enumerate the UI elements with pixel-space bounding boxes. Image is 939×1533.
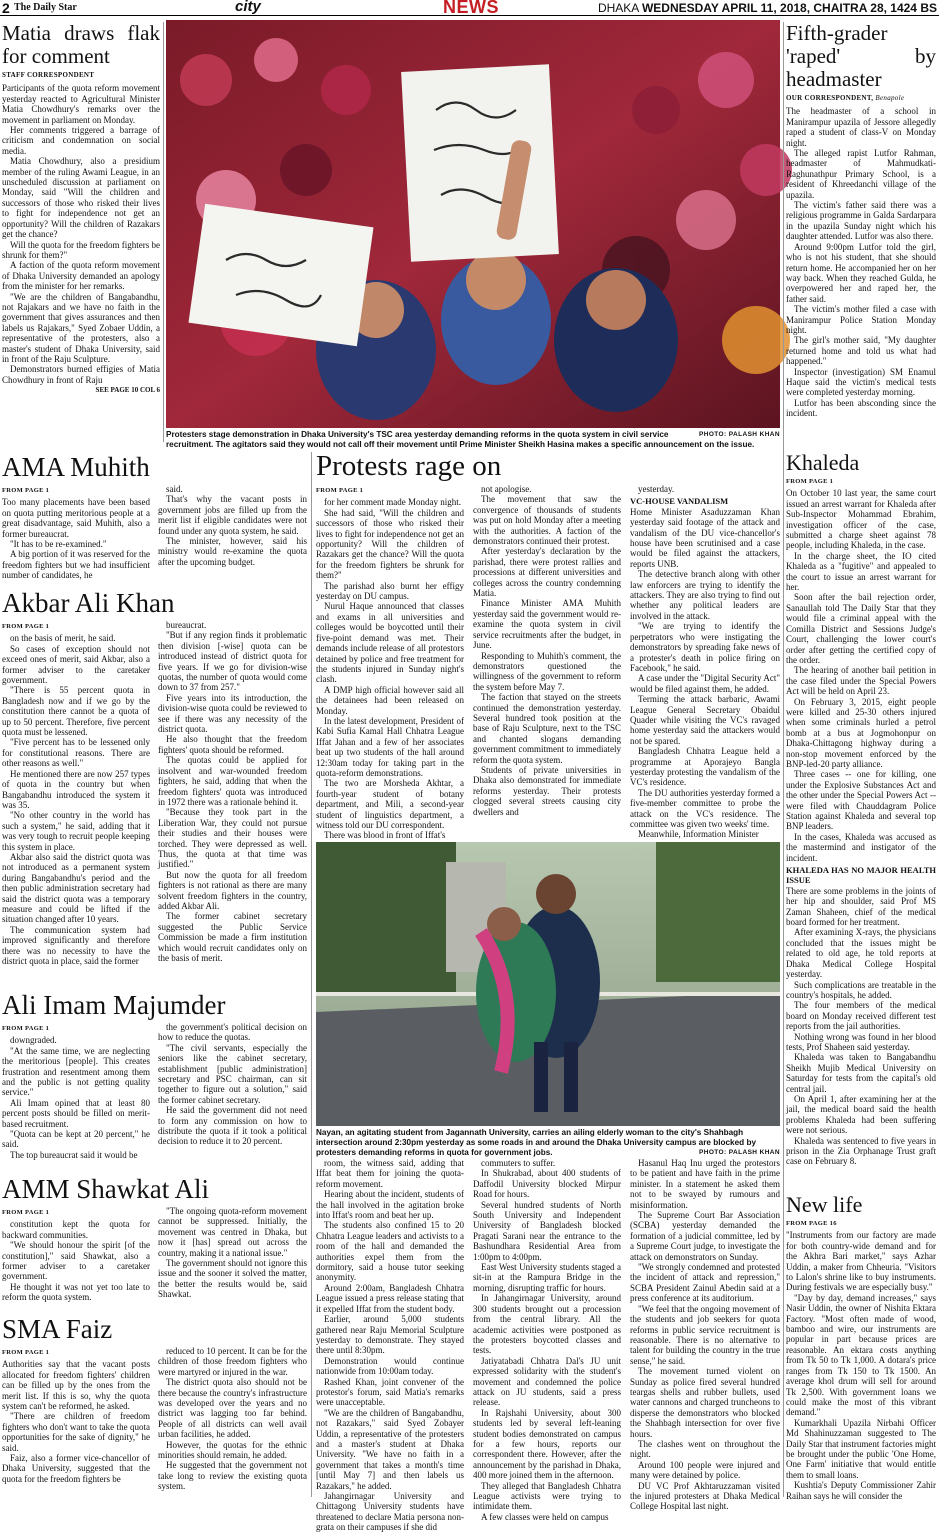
paragraph: Akbar also said the district quota was not introduced as a permanent system during Bangabandhu's period and the then public administration secretary had said the district quota was a temporary measure and could be lifted if the situation changed after 10 years. bbox=[2, 851, 150, 925]
paragraph: The victim's father said there was a religious programme in Galda Sardarpara in the upazila Sunday night which his daughter attended. Lutfor was also there. bbox=[786, 200, 936, 242]
paragraph: Terming the attack barbaric, Awami League General Secretary Obaidul Quader while visiting the VC's ravaged home yesterday said the attackers would not be spared. bbox=[630, 694, 780, 746]
article-shawkat bbox=[2, 1174, 307, 1310]
paragraph: Home Minister Asaduzzaman Khan yesterday said footage of the attack and vandalism of the DU vice-chancellor's house have been scrutinised and a case would be filed against the attackers, reports UNB. bbox=[630, 506, 780, 569]
paragraph: The girl's mother said, "My daughter returned home and told us what had happened." bbox=[786, 335, 936, 367]
paragraph: on the basis of merit, he said. bbox=[10, 633, 116, 644]
akbar-col-2 bbox=[158, 620, 307, 988]
from-page-imam: FROM PAGE 1 bbox=[2, 1025, 50, 1032]
paragraph: He said the government did not need to form any commission on how to distribute the quota if it took a political decision to reduce it to 20 percent. bbox=[158, 1105, 307, 1147]
article-imam bbox=[2, 990, 307, 1170]
caption-mid-photo bbox=[316, 1128, 780, 1158]
byline-fifth-name: OUR CORRESPONDENT, bbox=[786, 94, 874, 102]
paragraph: Her comments triggered a barrage of criticism and condemnation on social media. bbox=[2, 125, 160, 156]
dateline-date: WEDNESDAY APRIL 11, 2018, bbox=[641, 1, 811, 15]
khaleda-p2-paragraphs bbox=[786, 886, 936, 1167]
paragraph: Ali Imam opined that at least 80 percent posts should be filled on merit-based recruitment. bbox=[2, 1097, 150, 1129]
paragraph: "No other country in the world has such a system," he said, adding that it was very tough to recruit people keeping this system in place. bbox=[2, 810, 150, 852]
paragraph: That's why the vacant posts in government jobs are filled up from the merit list if eligible candidates were not found under any quota system, he said. bbox=[158, 494, 307, 536]
paragraph: The parishad also burnt her effigy yesterday on DU campus. bbox=[316, 580, 464, 602]
paragraph: Demonstrators burned effigies of Matia Chowdhury in front of Raju bbox=[2, 364, 160, 385]
paragraph: the government's political decision on how to reduce the quotas. bbox=[158, 1022, 307, 1043]
paragraph: Demonstration would continue nationwide from 10:00am today. bbox=[316, 1355, 464, 1377]
paragraph: "It has to be re-examined." bbox=[10, 539, 107, 550]
muhith-col-2 bbox=[158, 484, 307, 580]
paragraph: The former cabinet secretary suggested the Public Service Commission be made a firm institution which would recruit candidates only on the basis of merit. bbox=[158, 911, 307, 963]
from-page-faiz: FROM PAGE 1 bbox=[2, 1349, 50, 1356]
paragraph: "We feel that the ongoing movement of the students and job seekers for quota reforms in public service recruitment is reasonable. There is no alternative to talent for building the country in the true sense," he said. bbox=[630, 1303, 780, 1366]
paragraph: She had said, "Will the children and successors of those who risked their lives to fight for independence not get an opportunity? Will the children of Razakars get the chance? Will the quota for the freedom fighters be shrunk for them?" bbox=[316, 507, 464, 581]
paragraph: After yesterday's declaration by the parishad, there were protest rallies and processions at different universities and colleges across the country condemning Matia. bbox=[473, 546, 621, 599]
article-muhith bbox=[2, 452, 307, 580]
paragraph: Matia Chowdhury, also a presidium member of the ruling Awami League, in an unscheduled discussion at parliament on Monday, said "Will the children and successors of those who risked their lives to fight for independence not get an opportunity? Will the children of Razakars get the chance? bbox=[2, 156, 160, 240]
paragraph: East West University students staged a sit-in at the Rampura Bridge in the morning, disrupting traffic for hours. bbox=[473, 1262, 621, 1293]
matia-body-paragraphs bbox=[2, 83, 160, 385]
paragraph: The students also confined 15 to 20 Chhatra League leaders and activists to a room of the hall and demanded the authorities expel them from the dormitory, said a house tutor seeking anonymity. bbox=[316, 1220, 464, 1283]
paragraph: They alleged that Bangladesh Chhatra League activists were trying to intimidate them. bbox=[473, 1480, 621, 1512]
paragraph: In the charge sheet, the IO cited Khaleda as a "fugitive" and appealed to the court to issue an arrest warrant for her. bbox=[786, 550, 936, 593]
paragraph: Students of private universities in Dhaka also demonstrated for immediate reforms yesterday. Their protests clogged several streets causing city dwellers and bbox=[473, 764, 621, 817]
protests-c2-paragraphs bbox=[473, 484, 621, 817]
faiz-col-2 bbox=[158, 1346, 307, 1498]
akbar-col-1 bbox=[2, 620, 150, 988]
paragraph: not apologise. bbox=[481, 484, 532, 494]
paragraph: The communication system had improved significantly and therefore there was no necessity to have the district quota in place, said the former bbox=[2, 924, 150, 966]
paragraph: Faiz, also a former vice-chancellor of Dhaka University, suggested that the quota for the freedom fighters be bbox=[2, 1453, 150, 1484]
paragraph: said. bbox=[166, 484, 183, 494]
paragraph: Around 9:00pm Lutfor told the girl, who is not his student, that she should return home. He accompanied her on her way back. When they reached Gulda, he overpowered her and raped her, the father said. bbox=[786, 241, 936, 304]
headline-shawkat: AMM Shawkat Ali bbox=[2, 1174, 210, 1204]
paragraph: The quotas could be applied for insolvent and war-wounded freedom fighters, he said, adding that when the freedom fighters' quota was introduced in 1972 there was a rationale behind it. bbox=[158, 755, 307, 807]
paragraph: Jahangirnagar University and Chittagong University students have threatened to declare Matia persona non-grata on their campuses if she did bbox=[316, 1491, 464, 1533]
paragraph: The government should not ignore this issue and the sooner it solved the matter, the better the results would be, said Shawkat. bbox=[158, 1258, 307, 1300]
headline-imam: Ali Imam Majumder bbox=[2, 990, 226, 1020]
shawkat-col-1 bbox=[2, 1206, 150, 1310]
masthead-logo: The Daily Star bbox=[14, 2, 77, 13]
paragraph: The headmaster of a school in Manirampur upazila of Jessore allegedly raped a student of class-V on Monday night. bbox=[786, 106, 936, 148]
paragraph: A faction of the quota reform movement of Dhaka University demanded an apology from the minister for her remarks. bbox=[2, 260, 160, 292]
khaleda-p1-paragraphs bbox=[786, 488, 936, 863]
headline-faiz: SMA Faiz bbox=[2, 1314, 113, 1344]
paragraph: "The ongoing quota-reform movement cannot be suppressed. Initially, the movement was centred in Dhaka, but now it [has] spread out across the country, making it a national issue." bbox=[158, 1206, 307, 1258]
section-label-news: NEWS bbox=[443, 0, 499, 17]
paragraph: constitution kept the quota for backward communities. bbox=[2, 1219, 150, 1240]
headline-fifth-grader: Fifth-grader 'raped' by headmaster bbox=[786, 21, 936, 91]
from-page-akbar: FROM PAGE 1 bbox=[2, 623, 50, 630]
caption-top-photo-text: Protesters stage demonstration in Dhaka University's TSC area yesterday demanding reforms in the quota system in civil service recruitment. The agitators said they would not call off their movement until Prime Minister Sheikh Hasina makes a specific announcement on the issue. bbox=[166, 430, 755, 449]
article-akbar bbox=[2, 588, 307, 988]
paragraph: He also thought that the freedom fighters' quota should be reformed. bbox=[158, 734, 307, 755]
imam-c1-paragraphs bbox=[2, 1035, 150, 1160]
paragraph: In Shukrabad, about 400 students of Daffodil University blocked Mirpur Road for hours. bbox=[473, 1168, 621, 1200]
byline-matia: STAFF CORRESPONDENT bbox=[2, 71, 95, 79]
paragraph: Kumarkhali Upazila Nirbahi Officer Md Shahinuzzaman suggested to The Daily Star that instrument factories might be brought under the public 'One Home, One Farm' initiative that would entitle them to small loans. bbox=[786, 1417, 936, 1480]
paragraph: The district quota also should not be there because the country's infrastructure was developed over the years and no district was lagging too far behind. People of all districts can well avail urban facilities, he added. bbox=[158, 1377, 307, 1440]
subhead-khaleda-health: KHALEDA HAS NO MAJOR HEALTH ISSUE bbox=[786, 865, 936, 886]
paragraph: Too many placements have been based on quota putting meritorious people at a great disadvantage, said Muhith, also a former bureaucrat. bbox=[2, 497, 150, 539]
paragraph: In the latest development, President of Kabi Sufia Kamal Hall Chhatra League Iffat Jahan and a few of her associates beat up two students of the hall around 12:30am today for taking part in the quota-reform demonstrations. bbox=[316, 715, 464, 778]
paragraph: Soon after the bail rejection order, Sanaullah told The Daily Star that they would file a criminal appeal with the Comilla District and Sessions Judge's Court, challenging the lower court's order after getting the certified copy of the order. bbox=[786, 592, 936, 665]
paragraph: The faction that stayed on the streets continued the demonstration yesterday. Several hundred took position at the base of Raju Sculpture, next to the TSC and chanted slogans demanding government commitment to immediately reform the quota system. bbox=[473, 692, 621, 765]
paragraph: "Instruments from our factory are made for both country-wide demand and for the Akhra Bari market," says Azhar Uddin, a maker from Chheuria. "Visitors to Lalon's shrine like to buy instruments. During festivals we are especially busy." bbox=[786, 1230, 936, 1293]
photo-nayan-image bbox=[316, 842, 780, 1126]
paragraph: There are some problems in the joints of her hip and shoulder, said Prof MS Zaman Shaheen, chief of the medical board formed for her treatment. bbox=[786, 885, 936, 928]
paragraph: There was blood in front of Iffat's bbox=[324, 830, 446, 841]
imam-col-1 bbox=[2, 1022, 150, 1170]
paragraph: DU VC Prof Akhtaruzzaman visited the injured protesters at Dhaka Medical College Hospital last night. bbox=[630, 1480, 780, 1512]
headline-akbar: Akbar Ali Khan bbox=[2, 588, 175, 618]
article-new-life bbox=[786, 1192, 936, 1501]
caption-mid-photo-text: Nayan, an agitating student from Jagannath University, carries an ailing elderly woman to the city's Shahbagh intersection around 2:30pm yesterday as some roads in and around the Dhaka University campus are blocked by protesters demanding reforms in quota for government jobs. bbox=[316, 1128, 756, 1157]
muhith-col-1 bbox=[2, 484, 150, 580]
paragraph: He mentioned there are now 257 types of quota in the country but when Bangabandhu introduced the system it was 35. bbox=[2, 768, 150, 810]
paragraph: "Quota can be kept at 20 percent," he said. bbox=[2, 1129, 150, 1150]
paragraph: So cases of exception should not exceed ones of merit, said Akbar, also a former adviser to the caretaker government. bbox=[2, 643, 150, 686]
photo-credit-mid: PHOTO: PALASH KHAN bbox=[699, 1149, 780, 1156]
paragraph: "Because they took part in the Liberation War, they could not pursue their studies and their houses were torched. They were depressed as well. Thus, the quota at that time was justified." bbox=[158, 807, 307, 870]
paragraph: On April 1, after examining her at the jail, the medical board said the health problems Khaleda had been suffering were not serious. bbox=[786, 1093, 936, 1136]
dateline-bangla: CHAITRA 28, 1424 BS bbox=[813, 1, 937, 15]
protests-bottom-col-2 bbox=[473, 1158, 621, 1522]
paragraph: reduced to 10 percent. It can be for the children of those freedom fighters who were martyred or injured in the war. bbox=[158, 1346, 307, 1377]
paragraph: The victim's mother filed a case with Manirampur Police Station Monday night. bbox=[786, 304, 936, 335]
shawkat-col-2 bbox=[158, 1206, 307, 1310]
paragraph: The alleged rapist Lutfor Rahman, headmaster of Mahmudkati-Raghunathpur Primary School, is a resident of Khreedanchi village of the upazila. bbox=[786, 148, 936, 200]
paragraph: He suggested that the government not take long to review the existing quota system. bbox=[158, 1460, 307, 1492]
paragraph: downgraded. bbox=[10, 1035, 57, 1046]
paragraph: The movement that saw the convergence of thousands of students was put on hold Monday after a meeting with the authorities. A faction of the demonstrators continued their protest. bbox=[473, 494, 621, 547]
paragraph: Around 100 people were injured and many were detained by police. bbox=[630, 1459, 780, 1481]
paragraph: bureaucrat. bbox=[166, 620, 207, 630]
paragraph: He thought it was not yet too late to reform the quota system. bbox=[2, 1281, 150, 1303]
paragraph: Nurul Haque announced that classes and exams in all universities and colleges would be boycotted until their five-point demand was met. Their demands include release of all protestors detained by police and free treatment for the students injured in Sunday night's clash. bbox=[316, 601, 464, 685]
paragraph: The hearing of another bail petition in the case filed under the Special Powers Act will be held on April 23. bbox=[786, 665, 936, 697]
paragraph: Will the quota for the freedom fighters be shrunk for them?" bbox=[2, 239, 160, 260]
paragraph: The detective branch along with other law enforcers are trying to identify the attackers. They are also trying to find out whether any political leaders are involved in the attack. bbox=[630, 569, 780, 621]
paragraph: Around 2:00am, Bangladesh Chhatra League issued a press release stating that it expelled Iffat from the student body. bbox=[316, 1282, 464, 1314]
paragraph: In Rajshahi University, about 300 students led by several left-leaning student bodies demonstrated on campus for a few hours, reports our correspondent there. However, after the announcement by the parishad in Dhaka, 400 more joined them in the afternoon. bbox=[473, 1407, 621, 1481]
paragraph: The movement turned violent on Sunday as police fired several hundred teargas shells and rubber bullets, used water cannons and charged truncheons to disperse the demonstrators who blocked the Shahbagh intersection for over five hours. bbox=[630, 1366, 780, 1439]
paragraph: Finance Minister AMA Muhith yesterday said the government would re-examine the quota system in civil service recruitments after the budget, in June. bbox=[473, 598, 621, 651]
article-faiz bbox=[2, 1314, 307, 1498]
jump-line-matia: SEE PAGE 10 COL 6 bbox=[95, 386, 160, 395]
fifth-body-paragraphs bbox=[786, 106, 936, 418]
protests-col-3 bbox=[630, 484, 780, 840]
page-header bbox=[0, 0, 939, 16]
page-number: 2 bbox=[2, 0, 10, 16]
protests-bottom-col-1 bbox=[316, 1158, 464, 1533]
paragraph: A big portion of it was reserved for the freedom fighters but we had insufficient number of candidates, he bbox=[2, 549, 150, 581]
paragraph: commuters to suffer. bbox=[481, 1158, 556, 1168]
paragraph: On February 3, 2015, eight people were killed and 25-30 others injured when some criminals hurled a petrol bomb at a bus at Jogmohonpur on Dhaka-Chittagong highway during a non-stop movement enforced by the BNP-led-20 party alliance. bbox=[786, 696, 936, 769]
protests-c3top-paragraphs bbox=[630, 484, 780, 494]
paragraph: A DMP high official however said all the detainees had been released on Monday. bbox=[316, 684, 464, 716]
headline-protests: Protests rage on bbox=[316, 450, 502, 482]
paragraph: "At the same time, we are neglecting the meritorious [people]. This creates frustration and resentment among them and the public is not getting quality service." bbox=[2, 1045, 150, 1098]
paragraph: "We should honour the spirit [of the constitution]," said Shawkat, also a former adviser to a caretaker government. bbox=[2, 1240, 150, 1282]
paragraph: Bangladesh Chhatra League held a programme at Aporajeyo Bangla yesterday protesting the vandalism of the VC's residence. bbox=[630, 746, 780, 788]
akbar-c2-paragraphs bbox=[158, 620, 307, 963]
newlife-body-paragraphs bbox=[786, 1230, 936, 1501]
protests-c3-paragraphs bbox=[630, 507, 780, 840]
paragraph: Meanwhile, Information Minister bbox=[638, 829, 759, 840]
paragraph: Such complications are treatable in the country's hospitals, he added. bbox=[786, 979, 936, 1000]
paragraph: yesterday. bbox=[638, 484, 675, 494]
paragraph: "The civil servants, especially the seniors like the cabinet secretary, establishment [public administration] secretary and PSC chairman, can sit together to figure out a solution," said the former cabinet secretary. bbox=[158, 1042, 307, 1105]
paragraph: The DU authorities yesterday formed a five-member committee to probe the attack on the VC's residence. The committee was given two weeks' time. bbox=[630, 787, 780, 829]
imam-c2-paragraphs bbox=[158, 1022, 307, 1147]
protests-col-1 bbox=[316, 484, 464, 840]
protests-headline-wrap bbox=[316, 450, 780, 482]
paragraph: "We are the children of Bangabandhu, not Rajakars and we have no faith in the government that gives assurances and then labels us Rajakars," Syed Zobaer Uddin, a representative of the protesters, also a master's student of Dhaka University, said in front of the Raju Sculpture. bbox=[2, 291, 160, 364]
paragraph: Jatiyatabadi Chhatra Dal's JU unit expressed solidarity with the student's movement and condemned the police attack on JU students, said a press release. bbox=[473, 1355, 621, 1408]
paragraph: But now the quota for all freedom fighters is not rational as there are many solvent freedom fighters in the country, added Akbar Ali. bbox=[158, 869, 307, 911]
paragraph: "There is 55 percent quota in Bangladesh now and if we go by the constitution there cannot be a quota of up to 50 percent. Therefore, five percent quota must be lessened. bbox=[2, 685, 150, 738]
paragraph: Authorities say that the vacant posts allocated for freedom fighters' children can be filled up by the ones from the merit list. If this is so, why the quota system can't be reformed, he asked. bbox=[2, 1359, 150, 1412]
paragraph: "We are trying to identify the perpetrators who were instigating the demonstrators by spreading fake news of a protester's death in police firing on Facebook," he said. bbox=[630, 621, 780, 673]
byline-fifth-location: Benapole bbox=[875, 94, 905, 102]
from-page-khaleda: FROM PAGE 1 bbox=[786, 478, 834, 485]
byline-fifth-grader bbox=[786, 93, 936, 103]
paragraph: "But if any region finds it problematic then division [-wise] quota can be introduced instead of district quota for five years. If we go for division-wise quotas, the number of quota would come down to 37 from 257." bbox=[158, 630, 307, 693]
photo-protest-tsc-image bbox=[166, 20, 780, 428]
photo-nayan-carrying-woman bbox=[316, 842, 780, 1126]
headline-khaleda: Khaleda bbox=[786, 450, 860, 475]
paragraph: Several hundred students of North South University and Independent University of Bangladesh blocked Pragati Sarani near the entrance to the Bashundhara Residential Area from 1:00pm to 4:00pm. bbox=[473, 1199, 621, 1262]
paragraph: Responding to Muhith's comment, the demonstrators questioned the willingness of the government to reform the system before May 7. bbox=[473, 650, 621, 692]
akbar-c1-paragraphs bbox=[2, 633, 150, 966]
paragraph: Lutfor has been absconding since the incident. bbox=[786, 397, 936, 419]
paragraph: In the cases, Khaleda was accused as the mastermind and instigator of the incident. bbox=[786, 831, 936, 863]
paragraph: Nothing wrong was found in her blood tests, Prof Shaheen said yesterday. bbox=[786, 1031, 936, 1052]
faiz-c1-paragraphs bbox=[2, 1359, 150, 1484]
protests-b1-paragraphs bbox=[316, 1158, 464, 1533]
paragraph: "Day by day, demand increases," says Nasir Uddin, the owner of Nishita Ektara Factory. "Most often made of wood, bamboo and wire, our instruments are popular in part because prices are reasonable. An ektara costs anything from Tk 50 to Tk 1,000. A dotara's price ranges from Tk 150 to Tk 1500. An average khol drum will sell for around Tk 2,500. With government loans we could make the most of this vibrant demand." bbox=[786, 1292, 936, 1418]
dateline bbox=[598, 1, 937, 15]
paragraph: However, the quotas for the ethnic minorities should remain, he added. bbox=[158, 1439, 307, 1461]
from-page-protests: FROM PAGE 1 bbox=[316, 487, 364, 494]
paragraph: Hasanul Haq Inu urged the protestors to be patient and have faith in the prime minister. In a statement he asked them not to be swayed by rumours and misinformation. bbox=[630, 1158, 780, 1210]
paragraph: Khaleda was taken to Bangabandhu Sheikh Mujib Medical University on Saturday for tests from the capital's old central jail. bbox=[786, 1052, 936, 1094]
subhead-vc-house: VC-HOUSE VANDALISM bbox=[630, 496, 729, 507]
paragraph: Rashed Khan, joint convener of the protestor's forum, said Matia's remarks were unacceptable. bbox=[316, 1376, 464, 1408]
headline-muhith: AMA Muhith bbox=[2, 452, 150, 482]
paragraph: Kushtia's Deputy Commissioner Zahir Raihan says he will consider the bbox=[786, 1480, 936, 1501]
imam-col-2 bbox=[158, 1022, 307, 1170]
paragraph: In Jahangirnagar University, around 300 students brought out a procession from the central library. All the academic activities were postponed as the protesters boycotted classes and tests. bbox=[473, 1293, 621, 1356]
paragraph: Three cases -- one for killing, one under the Explosive Substances Act and the other under the Special Powers Act -- were filed with Chauddagram Police Station against Khaleda and several top BNP leaders. bbox=[786, 769, 936, 832]
protests-bottom-col-3 bbox=[630, 1158, 780, 1512]
paragraph: A case under the "Digital Security Act" would be filed against them, he added. bbox=[630, 673, 780, 694]
muhith-c2-paragraphs bbox=[158, 484, 307, 567]
paragraph: Five years into its introduction, the division-wise quota could be reviewed to see if there was any necessity of the district quota. bbox=[158, 692, 307, 735]
paragraph: The clashes went on throughout the night. bbox=[630, 1438, 780, 1460]
paragraph: On October 10 last year, the same court issued an arrest warrant for Khaleda after Sub-Inspector Mohammad Ebrahim, investigation officer of the case, submitted a charge sheet against 78 people, including Khaleda, in the case. bbox=[786, 488, 936, 551]
paragraph: Hearing about the incident, students of the hall involved in the agitation broke into Iffat's room and beat her up. bbox=[316, 1189, 464, 1221]
paragraph: room, the witness said, adding that Iffat beat them for joining the quota-reform movement. bbox=[316, 1158, 464, 1189]
shawkat-c2-paragraphs bbox=[158, 1206, 307, 1300]
faiz-c2-paragraphs bbox=[158, 1346, 307, 1492]
paragraph: The minister, however, said his ministry would re-examine the quota after the upcoming budget. bbox=[158, 536, 307, 567]
paragraph: After examining X-rays, the physicians concluded that the issues might be related to old age, he told reports at Dhaka Medical College Hospital yesterday. bbox=[786, 927, 936, 980]
dateline-city: DHAKA bbox=[597, 1, 639, 15]
paragraph: "There are children of freedom fighters who don't want to take the quota opportunities for the sake of dignity," he said. bbox=[2, 1411, 150, 1453]
protests-c1-paragraphs bbox=[316, 497, 464, 840]
paragraph: Inspector (investigation) SM Enamul Haque said the victim's medical tests were completed yesterday morning. bbox=[786, 366, 936, 398]
from-page-shawkat: FROM PAGE 1 bbox=[2, 1209, 50, 1216]
headline-matia: Matia draws flak for comment bbox=[2, 21, 160, 68]
article-fifth-grader bbox=[786, 22, 936, 470]
article-matia bbox=[2, 22, 160, 442]
muhith-c1-paragraphs bbox=[2, 497, 150, 580]
paragraph: for her comment made Monday night. bbox=[324, 497, 461, 508]
paragraph: The two are Morsheda Akhtar, a fourth-year student of botany department, and Mili, a second-year student of linguistics department, a witness told our DU correspondent. bbox=[316, 778, 464, 830]
protests-b2-paragraphs bbox=[473, 1158, 621, 1522]
paragraph: Earlier, around 5,000 students gathered near Raju Memorial Sculpture yesterday to demonstrate. They stayed there until 8:30pm. bbox=[316, 1314, 464, 1356]
headline-new-life: New life bbox=[786, 1192, 863, 1217]
protests-col-2 bbox=[473, 484, 621, 840]
paragraph: "We strongly condemned and protested the incident of attack and repression," SCBA President Zainul Abedin said at a press conference at its auditorium. bbox=[630, 1262, 780, 1304]
section-label-city: city bbox=[235, 0, 261, 15]
paragraph: "Five percent has to be lessened only for constitutional reasons. There are other reasons as well." bbox=[2, 737, 150, 769]
paragraph: The four members of the medical board on Monday received different test reports from the jail authorities. bbox=[786, 1000, 936, 1032]
from-page-new-life: FROM PAGE 16 bbox=[786, 1220, 837, 1227]
paragraph: A few classes were held on campus bbox=[481, 1511, 609, 1522]
protests-b3-paragraphs bbox=[630, 1158, 780, 1512]
article-khaleda bbox=[786, 450, 936, 1190]
caption-top-photo bbox=[166, 430, 780, 452]
paragraph: Khaleda was sentenced to five years in prison in the Zia Orphanage Trust graft case on February 8. bbox=[786, 1135, 936, 1167]
from-page-muhith: FROM PAGE 1 bbox=[2, 487, 50, 494]
paragraph: The top bureaucrat said it would be bbox=[10, 1149, 138, 1160]
paragraph: The Supreme Court Bar Association (SCBA) yesterday demanded the formation of a judicial committee, led by a Supreme Court judge, to investigate the attack on demonstrators on Sunday. bbox=[630, 1210, 780, 1262]
faiz-col-1 bbox=[2, 1346, 150, 1498]
shawkat-c1-paragraphs bbox=[2, 1219, 150, 1302]
paragraph: Participants of the quota reform movement yesterday reacted to Agricultural Minister Matia Chowdhury's remarks over the movement in parliament on Monday. bbox=[2, 83, 160, 125]
photo-credit-top: PHOTO: PALASH KHAN bbox=[699, 431, 780, 438]
paragraph: "We are the children of Bangabandhu, not Razakars," said Syed Zobayer Uddin, a representative of the protesters and a master's student at Dhaka University. "We have no faith in a government that takes a month's time [until May 7] and then labels us Razakars," he added. bbox=[316, 1407, 464, 1491]
photo-protest-tsc bbox=[166, 20, 780, 428]
